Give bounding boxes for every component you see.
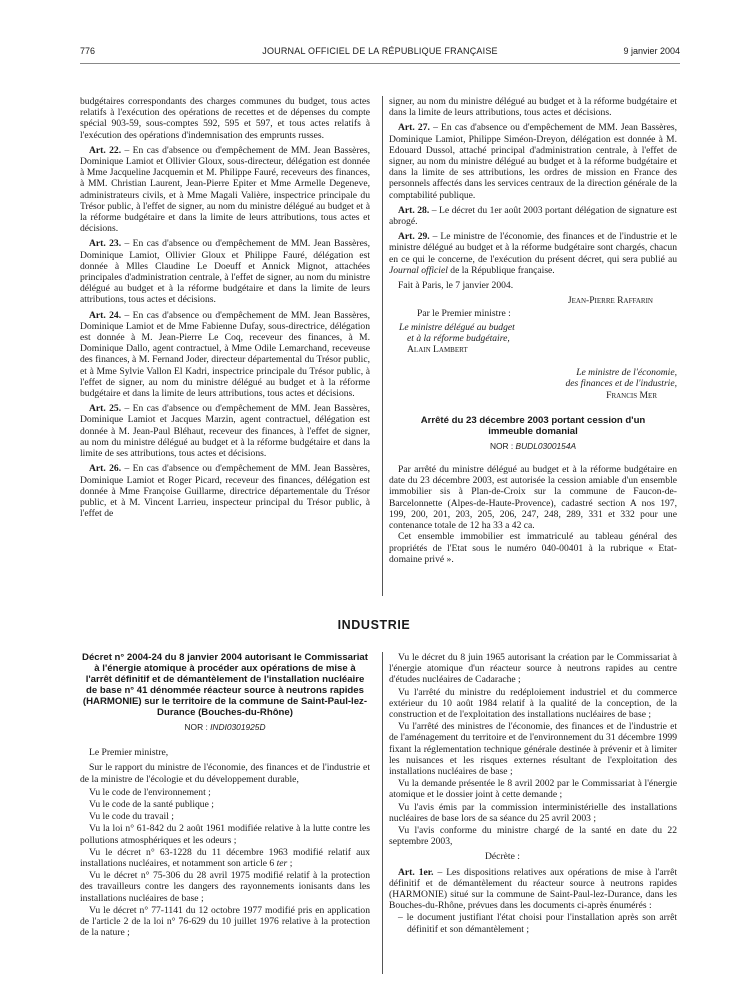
visa-text: Vu le décret n° 63-1228 du 11 décembre 1963 modifié relatif aux installations nucléaires, et notamment son article 6 (80, 846, 370, 870)
visa: Vu l'avis conforme du ministre chargé de la santé en date du 22 septembre 2003, (389, 825, 677, 848)
visa: Vu le code de la santé publique ; (89, 799, 214, 811)
article-text: – En cas d'absence ou d'empêchement de MM. Jean Bassères, Dominique Lamiot, Ollivier Gloux et Philippe Fauré, délégation est donnée à Mlles Claudine Le Doeuff et Annick Mignot, attachées principales d'administration centrale, à l'effet de signer, au nom du ministre délégué au budget et à la réforme budgétaire et dans la limite de leurs attributions, tous actes et décisions. (80, 238, 370, 306)
signature-block (389, 295, 677, 401)
article-label: Art. 23. (89, 238, 122, 250)
visa: Vu le code de l'environnement ; (89, 786, 211, 798)
decree-nor (80, 722, 370, 733)
nor-label: NOR : (489, 440, 516, 451)
bottom-left-column (80, 652, 370, 939)
section-heading: INDUSTRIE (337, 618, 411, 632)
paragraph: signer, au nom du ministre délégué au budget et à la réforme budgétaire et dans la limite de leurs attributions, tous actes et décisions. (389, 96, 677, 119)
article-label: Art. 27. (398, 122, 430, 134)
arrete-paragraph: Cet ensemble immobilier est immatriculé au tableau général des propriétés de l'Etat sous le numéro 040-00401 à la rubrique « Etat-domaine privé ». (389, 531, 677, 565)
rapport: Sur le rapport du ministre de l'économie, des finances et de l'industrie et de la ministre de l'écologie et du développement durable, (80, 762, 370, 785)
article-23 (80, 238, 370, 305)
minister-economy-title: Le ministre de l'économie, (576, 367, 677, 379)
article-text: de la République française. (447, 264, 555, 276)
bottom-right-column (389, 652, 677, 939)
nor-code: BUDL0300154A (515, 440, 577, 451)
article-text: – En cas d'absence ou d'empêchement de MM. Jean Bassères, Dominique Lamiot, Philippe Siméon-Dreyon, délégation est donnée à M. Edouard Dussol, attaché principal d'administration centrale, à l'effet de signer, au nom du ministre délégué au budget et à la réforme budgétaire et dans la limite de ses attributions, les ordres de mission en France des personnels affectés dans les services centraux de la direction générale de la comptabilité publique. (389, 122, 678, 201)
visa: Vu le décret du 8 juin 1965 autorisant la création par le Commissariat à l'énergie atomique d'un réacteur source à neutrons rapides au centre d'études nucléaires de Cadarache ; (389, 652, 677, 686)
top-left-column (80, 96, 370, 523)
visa: Vu la demande présentée le 8 avril 2002 par le Commissariat à l'énergie atomique et le dossier joint à cette demande ; (389, 778, 677, 801)
minister-budget-title-cont: et à la réforme budgétaire, (407, 332, 510, 344)
publication-date: 9 janvier 2004 (623, 46, 680, 56)
article-text: – Le ministre de l'économie, des finances et de l'industrie et le ministre délégué au budget et à la réforme budgétaire sont chargés, chacun en ce qui le concerne, de l'exécution du présent décret, qui sera publié au (389, 231, 678, 265)
arrete-paragraph: Par arrêté du ministre délégué au budget et à la réforme budgétaire en date du 23 décembre 2003, est autorisée la cession amiable d'un ensemble immobilier sis à Plan-de-Croix sur la commune de Faucon-de-Barcelonnette (Alpes-de-Haute-Provence), cadastré section A nos 197, 199, 200, 201, 203, 205, 206, 247, 248, 289, 331 et 332 pour une contenance totale de 12 ha 33 a 42 ca. (389, 464, 677, 532)
article-text: – En cas d'absence ou d'empêchement de MM. Jean Bassères, Dominique Lamiot et Roger Picard, receveur des finances, délégation est donnée à Mme Françoise Guillarme, directrice départementale du Trésor public, et à M. Vincent Larrieu, inspecteur principal du Trésor public, à l'effet de (80, 463, 370, 520)
article-22 (80, 145, 370, 235)
visa: Vu le décret n° 77-1141 du 12 octobre 1977 modifié pris en application de l'article 2 de la loi n° 76-629 du 10 juillet 1976 relative à la protection de la nature ; (80, 904, 370, 939)
article-25 (80, 403, 370, 459)
visa: Vu l'arrêté des ministres de l'économie, des finances et de l'industrie et de l'aménagement du territoire et de l'environnement du 31 décembre 1999 fixant la réglementation technique générale destinée à prévenir et à limiter les nuisances et les risques externes résultant de l'exploitation des installations nucléaires de base ; (389, 721, 677, 778)
column-divider-bottom (382, 652, 383, 974)
article-text: – En cas d'absence ou d'empêchement de MM. Jean Bassères, Dominique Lamiot et de Mme Fabienne Dufay, sous-directrice, délégation est donnée à M. Jean-Pierre Le Coq, receveur des finances, à M. Dominique Dallo, agent contractuel, à Mme Odile Lemarchand, receveuse des finances, à M. Fernand Joder, directeur départemental du Trésor public, et à Mme Sylvie Vallon El Kadri, inspectrice principale du Trésor public, à l'effet de signer, au nom du ministre délégué au budget et à la réforme budgétaire et dans la limite de leurs attributions, tous actes et décisions. (80, 309, 370, 400)
article-label: Art. 22. (89, 144, 122, 156)
signatory-prime-minister: Jean-Pierre Raffarin (567, 295, 653, 307)
minister-economy-title-cont: des finances et de l'industrie, (565, 378, 677, 390)
by-prime-minister: Par le Premier ministre : (417, 308, 511, 320)
nor-code: INDI0301925D (210, 722, 266, 732)
page-number: 776 (80, 46, 96, 56)
article-24 (80, 310, 370, 400)
article-29 (389, 231, 677, 276)
visa: Vu le code du travail ; (89, 811, 174, 823)
minister-budget-title: Le ministre délégué au budget (399, 321, 515, 333)
visa: Vu la loi n° 61-842 du 2 août 1961 modifiée relative à la lutte contre les pollutions atmosphériques et les odeurs ; (80, 823, 370, 846)
article-label: Art. 29. (398, 231, 430, 243)
decrete: Décrète : (485, 851, 520, 863)
decree-title: Décret n° 2004-24 du 8 janvier 2004 autorisant le Commissariat à l'énergie atomique à procéder aux opérations de mise à l'arrêt définitif et de démantèlement de l'installation nucléaire de base n° 41 dénommée réacteur source à neutrons rapides (HARMONIE) sur le territoire de la commune de Saint-Paul-lez-Durance (Bouches-du-Rhône) (82, 652, 368, 718)
signatory-budget-minister: Alain Lambert (407, 344, 468, 356)
article-26 (80, 463, 370, 519)
header-rule (80, 63, 680, 64)
paragraph: budgétaires correspondants des charges communes du budget, tous actes relatifs à l'exécution des opérations de recettes et de dépenses du compte spécial 903-59, sous-comptes 592, 595 et 597, et tous actes relatifs à l'exécution des opérations d'indemnisation des emprunts russes. (80, 96, 370, 141)
visa: Vu l'arrêté du ministre du redéploiement industriel et du commerce extérieur du 10 août 1984 relatif à la qualité de la conception, de la construction et de l'exploitation des installations nucléaires de base ; (389, 686, 677, 721)
article-text: – En cas d'absence ou d'empêchement de MM. Jean Bassères, Dominique Lamiot et Jacques Marzin, agent contractuel, délégation est donnée à M. Jean-Paul Bléhaut, receveur des finances, à l'effet de signer, au nom du ministre délégué au budget et à la réforme budgétaire et dans la limite de ses attributions, tous actes et décisions. (80, 403, 370, 460)
article-text: – Les dispositions relatives aux opérations de mise à l'arrêt définitif et de démantèlement du réacteur source à neutrons rapides (HARMONIE) situé sur la commune de Saint-Paul-lez-Durance, dans les Bouches-du-Rhône, prévues dans les documents ci-après énumérés : (389, 866, 677, 912)
page-header (80, 46, 680, 60)
article-label: Art. 1er. (398, 866, 434, 878)
article-27 (389, 122, 677, 200)
visa-ter: ter (276, 858, 288, 870)
visa: Vu l'avis émis par la commission interministérielle des installations nucléaires de base lors de sa séance du 25 avril 2003 ; (389, 801, 677, 824)
column-divider-top (382, 96, 383, 596)
arrete-title: Arrêté du 23 décembre 2003 portant cession d'un immeuble domanial (420, 414, 646, 437)
journal-name: Journal officiel (389, 264, 448, 276)
article-28 (389, 205, 677, 227)
article-label: Art. 28. (398, 204, 430, 216)
article-label: Art. 24. (89, 309, 122, 321)
arrete-nor (389, 441, 677, 452)
article-text: – Le décret du 1er août 2003 portant délégation de signature est abrogé. (389, 204, 677, 228)
visa-text: ; (287, 858, 293, 870)
signature-place-date: Fait à Paris, le 7 janvier 2004. (398, 280, 514, 292)
list-item: – le document justifiant l'état choisi pour l'installation après son arrêt définitif et son démantèlement ; (398, 912, 677, 935)
article-1 (389, 867, 677, 912)
visa: Vu le décret n° 75-306 du 28 avril 1975 modifié relatif à la protection des travailleurs contre les dangers des rayonnements ionisants dans les installations nucléaires de base ; (80, 870, 370, 904)
nor-label: NOR : (184, 722, 211, 732)
top-right-column (389, 96, 677, 569)
signatory-economy-minister: Francis Mer (606, 389, 657, 401)
journal-title: JOURNAL OFFICIEL DE LA RÉPUBLIQUE FRANÇAISE (262, 46, 498, 56)
article-label: Art. 26. (89, 463, 122, 475)
article-label: Art. 25. (89, 403, 122, 415)
visa (80, 847, 370, 869)
article-text: – En cas d'absence ou d'empêchement de MM. Jean Bassères, Dominique Lamiot et Ollivier Gloux, sous-directeur, délégation est donnée à Mme Jacqueline Jacquemin et M. Philippe Fauré, receveurs des finances, à MM. Christian Laurent, Jean-Pierre Epiter et Mme Armelle Degeneve, administrateurs civils, et à Mme Magali Valière, inspectrice principale du Trésor public, à l'effet de signer, au nom du ministre délégué au budget et à la réforme budgétaire et dans la limite de leurs attributions, tous actes et décisions. (80, 144, 370, 235)
premier-ministre: Le Premier ministre, (89, 747, 169, 759)
